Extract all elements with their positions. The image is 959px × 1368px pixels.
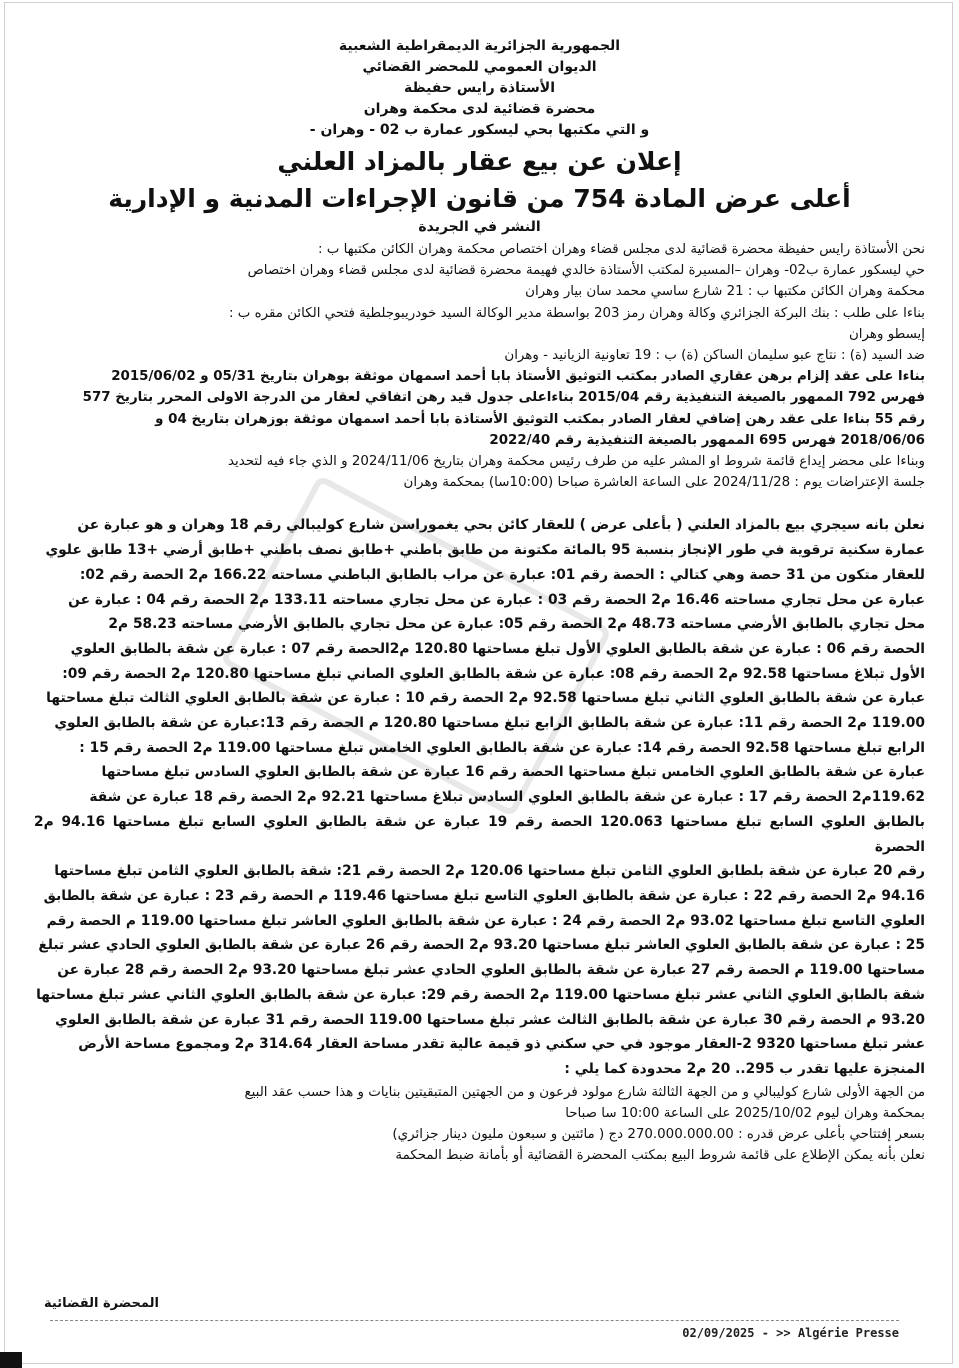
description-line: عمارة سكنية ترقوية في طور الإنجاز بنسبة 95 بالمائة مكتونة من طابق باطني +طابق نصف باطني +طابق أرضي +13 طابق علوي (45, 542, 925, 559)
letterhead-line: محضرة قضائية لدى محكمة وهران (363, 101, 596, 117)
intro-line: حي ليسكور عمارة ب02- وهران –المسيرة لمكتب الأستاذة خالدي فهيمة محضرة قضائية لدى مجلس قضاء وهران اختصاص (247, 263, 925, 279)
announcement-document (34, 36, 925, 1328)
property-description (34, 513, 925, 1081)
terms-line: من الجهة الأولى شارع كوليبالي و من الجهة الثالثة شارع مولود فرعون و من الجهتين المتبقيتين بنايات و هذا حسب عقد البيع (244, 1084, 925, 1100)
footer-source: 02/09/2025 - >> Algérie Presse (682, 1326, 899, 1340)
terms-line: بمحكمة وهران ليوم 2025/10/02 على الساعة 10:00 سا صباحا (565, 1105, 925, 1121)
description-line: بالطابق العلوي السابع تبلغ مساحتها 120.063 الحصة رقم 19 عبارة عن شقة بالطابق العلوي السابع تبلغ مساحتها 94.16 م2 الحصرة (34, 813, 925, 855)
intro-line: إيسطو وهران (848, 326, 925, 342)
intro-line: وبناءا على محضر إيداع قائمة شروط او المشر عليه من طرف رئيس محكمة وهران بتاريخ 2024/11/06 و الذي جاء فيه لتحديد (227, 454, 925, 470)
intro-line: نحن الأستاذة رايس حفيظة محضرة قضائية لدى مجلس قضاء وهران اختصاص محكمة وهران الكائن مكتبها ب : (318, 242, 925, 257)
intro-line: 2018/06/06 فهرس 695 الممهور بالصيغة التنفيذية رقم 2022/40 (489, 432, 925, 448)
description-line: العلوي التاسع تبلغ مساحتها 93.02 م2 الحصة رقم 24 : عبارة عن شقة بالطابق العلوي العاشر تبلغ مساحتها 119.00 م الحصة رقم (46, 912, 925, 929)
description-line: شقة بالطابق العلوي الثاني عشر تبلغ مساحتها 119.00 م2 الحصة رقم 29: عبارة عن شقة بالطابق العلوي الثاني عشر تبلغ مساحتها (36, 986, 925, 1003)
description-line: عبارة عن محل تجاري مساحته 16.46 م2 الحصة رقم 03 : عبارة عن محل تجاري مساحته 133.11 م2 الحصة رقم 04 : عبارة عن (68, 591, 925, 608)
terms-line: بسعر إفتتاحي بأعلى عرض قدره : 270.000.000.00 دج ( مائتين و سبعون مليون دينار جزائري) (392, 1127, 925, 1143)
corner-scan-mark (0, 1352, 22, 1368)
announcement-subtitle: أعلى عرض المادة 754 من قانون الإجراءات المدنية و الإدارية (108, 184, 851, 213)
description-line: الرابع تبلغ مساحتها 92.58 الحصة رقم 14: عبارة عن شقة بالطابق العلوي الخامس تبلغ مساحتها 119.00 م2 الحصة رقم 15 : (79, 739, 925, 756)
description-line: الحصة رقم 06 : عبارة عن شقة بالطابق العلوي الأول تبلغ مساحتها 120.80 م2الحصة رقم 07 : عبارة عن شقة بالطابق العلوي (70, 640, 925, 657)
letterhead-line: الأستاذة رايس حفيظة (403, 80, 556, 96)
description-line: رقم 20 عبارة عن شقة بلطابق العلوي الثامن تبلغ مساحتها 120.06 م2 الحصة رقم 21: شقة بالطابق العلوي الثامن تبلغ مساحتها (54, 863, 925, 880)
description-line: 119.62م2 الحصة رقم 17 : عبارة عن شقة بالطابق العلوي السادس تبلاغ مساحتها 92.21 م2 الحصة رقم 18 عبارة عن شقة (89, 789, 925, 806)
description-line: المنجزة عليها تقدر ب 295.. 20 م2 محدودة كما يلي : (564, 1060, 925, 1077)
description-line: 119.00 م2 الحصة رقم 11: عبارة عن شقة بالطابق الرابع تبلغ مساحتها 120.80 م الحصة رقم 13:عبارة عن شقة بالطابق العلوي (54, 715, 925, 732)
intro-line: ضد السيد (ة) : نتاج عبو سليمان الساكن (ة) ب : 19 تعاونية الزيانيد - وهران (504, 348, 925, 364)
description-line: للعقار متكون من 31 حصة وهي كتالي : الحصة رقم 01: عبارة عن مراب بالطابق الباطني مساحته 166.22 م2 الحصة رقم 02: (79, 566, 925, 583)
description-line: الأول تبلاغ مساحتها 92.58 م2 الحصة رقم 08: عبارة عن شقة بالطابق العلوي الصاني تبلغ مساحتها 120.80 م2 الحصة رقم 09: (62, 665, 925, 682)
intro-section (34, 239, 925, 493)
signature-label: المحضرة القضائية (44, 1296, 159, 1311)
terms-line: نعلن بأنه يمكن الإطلاع على قائمة شروط البيع بمكتب المحضرة القضائية أو بأمانة ضبط المحكمة (395, 1148, 925, 1164)
announcement-title: إعلان عن بيع عقار بالمزاد العلني (277, 147, 682, 176)
letterhead-line: الجمهورية الجزائرية الديمقراطية الشعبية (338, 38, 621, 54)
description-line: 25 : عبارة عن شقة بالطابق العلوي العاشر تبلغ مساحتها 93.20 م2 الحصة رقم 26 عبارة عن شقة بالطابق العلوي الحادي عشر تبلغ (38, 937, 925, 954)
description-line: 93.20 م الحصة رقم 30 عبارة عن شقة بالطابق الثالث عشر تبلغ مساحتها 119.00 الحصة رقم 31 عبارة عن شقة بالطابق العلوي (55, 1011, 925, 1028)
publication-note: النشر في الجريدة (418, 219, 541, 235)
description-line: عشر تبلغ مساحتها 9320 2-العقار موجود في حي سكني ذو قيمة عالية تقدر مساحة العقار 314.64 م2 ومجموع مساحة الأرض (78, 1036, 925, 1053)
description-line: نعلن بانه سيجري بيع بالمزاد العلني ( بأعلى عرض ) للعقار كائن بحي يغموراسن شارع كوليبالي رقم 18 وهران و هو عبارة عن (77, 517, 925, 534)
footer-divider (50, 1320, 899, 1321)
intro-line: فهرس 792 الممهور بالصيغة التنفيذية رقم 2015/04 بناءاعلى جدول قيد رهن اتفاقي لعقار من الدرجة الاولى المحرر بتاريخ 577 (82, 390, 925, 406)
description-line: مساحتها 119.00 م الحصة رقم 27 عبارة عن شقة بالطابق العلوي الحادي عشر تبلغ مساحتها 93.20 م2 الحصة رقم 28 عبارة عن (57, 962, 925, 979)
intro-line: جلسة الإعتراضات يوم : 2024/11/28 على الساعة العاشرة صباحا (10:00سا) بمحكمة وهران (403, 475, 925, 491)
description-line: محل تجاري بالطابق الأرضي مساحته 48.73 م2 الحصة رقم 05: عبارة عن محل تجاري بالطابق الأرضي مساحته 58.23 م2 (108, 616, 925, 633)
sale-terms (34, 1082, 925, 1167)
intro-line: بناءا على عقد إلزام برهن عقاري الصادر بمكتب التوثيق الأستاذ بابا أحمد اسمهان موثقة بوهران بتاريخ 05/31 و 2015/06/02 (111, 369, 925, 385)
intro-line: بناءا على طلب : بنك البركة الجزائري وكالة وهران رمز 203 بواسطة مدير الوكالة السيد خودريبوجلطية فتحي الكائن مقره ب : (228, 305, 925, 321)
intro-line: محكمة وهران الكائن مكتبها ب : 21 شارع ساسي محمد سان بيار وهران (525, 284, 925, 300)
description-line: عبارة عن شقة بالطابق العلوي الخامس تبلغ مساحتها الحصة رقم 16 عبارة عن شقة بالطابق العلوي السادس تبلغ مساحتها (101, 764, 925, 781)
letterhead-line: الديوان العمومي للمحضر القضائي (362, 59, 597, 75)
letterhead (34, 36, 925, 141)
intro-line: رقم 55 بناءا على عقد رهن إضافي لعقار الصادر بمكتب التوثيق الأستاذة بابا أحمد اسمهان موثقة بوزهران بتاريخ 04 و (155, 411, 925, 427)
description-line: عبارة عن شقة بالطابق العلوي الثاني تبلغ مساحتها 92.58 م2 الحصة رقم 10 : عبارة عن شقة بالطابق العلوي الثالث تبلغ مساحتها (46, 690, 925, 707)
description-line: 94.16 م2 الحصة رقم 22 : عبارة عن شقة بالطابق العلوي التاسع تبلغ مساحتها 119.46 م الحصة رقم 23 : عبارة عن شقة بالطابق (43, 887, 925, 904)
letterhead-line: و التي مكتبها بحي ليسكور عمارة ب 02 - وهران - (309, 122, 650, 138)
